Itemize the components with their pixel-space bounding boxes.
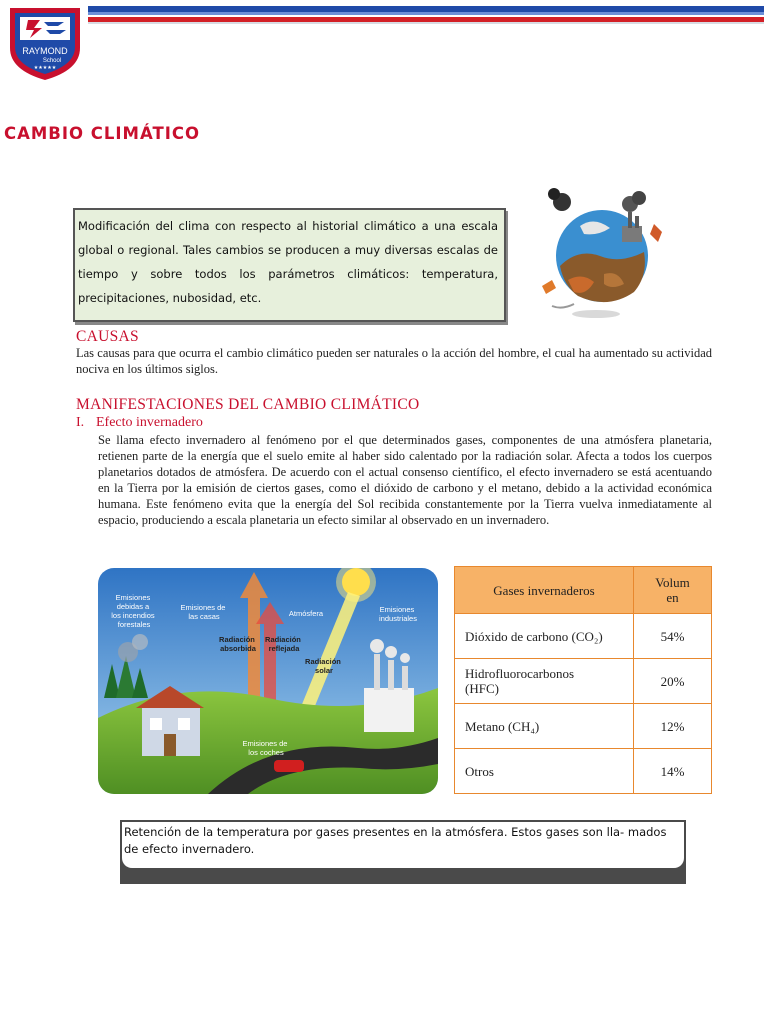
gas-name: Hidrofluorocarbonos (HFC) — [455, 659, 634, 704]
subsection-number: I. — [76, 415, 85, 430]
table-row — [455, 704, 712, 749]
school-sub: School — [42, 58, 62, 64]
label-incendios: Emisiones debidas a los incendios forestales — [111, 593, 155, 629]
header-band-lightblue — [88, 12, 764, 15]
greenhouse-gases-table — [454, 566, 712, 794]
school-logo — [6, 4, 84, 82]
gas-name: Dióxido de carbono (CO₂) — [455, 614, 634, 659]
table-row — [455, 614, 712, 659]
gas-volume: 12% — [634, 704, 712, 749]
causas-heading: CAUSAS — [76, 328, 139, 345]
label-reflejada: Radiación reflejada — [265, 635, 301, 653]
header-band-gray — [88, 22, 764, 24]
label-absorbida: Radiación absorbida — [219, 635, 256, 653]
definition-text: Modificación del clima con respecto al historial climático a una escala global o regional. Tales cambios se producen a muy diversas escalas de tiempo y sobre todos los parámetros climáticos: temperatura, precipitaciones, nubosidad, etc. — [78, 219, 498, 305]
page-title: CAMBIO CLIMÁTICO — [4, 124, 200, 143]
definition-box-2 — [120, 820, 686, 884]
school-name: RAYMOND — [22, 46, 68, 56]
gas-name: Otros — [455, 749, 634, 794]
gas-volume: 20% — [634, 659, 712, 704]
greenhouse-effect-diagram — [98, 568, 438, 794]
table-row — [455, 749, 712, 794]
gas-volume: 54% — [634, 614, 712, 659]
svg-text:★★★★★: ★★★★★ — [33, 65, 57, 71]
table-row — [455, 659, 712, 704]
gas-name: Metano (CH₄) — [455, 704, 634, 749]
label-atmosfera: Atmósfera — [288, 609, 324, 618]
label-coches: Emisiones de los coches — [242, 739, 288, 757]
climate-globe-illustration — [538, 186, 668, 322]
manifestaciones-heading: MANIFESTACIONES DEL CAMBIO CLIMÁTICO — [76, 396, 420, 413]
causas-paragraph: Las causas para que ocurra el cambio climático pueden ser naturales o la acción del hombre, el cual ha aumentado su actividad nociva en los últimos siglos. — [76, 346, 712, 376]
label-solar: Radiación solar — [305, 657, 341, 675]
table-header-row — [455, 567, 712, 614]
subsection-heading: Efecto invernadero — [96, 415, 203, 430]
table-header-gas: Gases invernaderos — [455, 567, 634, 614]
definition-box — [73, 208, 506, 322]
gas-volume: 14% — [634, 749, 712, 794]
definition-2-text: Retención de la temperatura por gases presentes en la atmósfera. Estos gases son lla- mados de efecto invernadero. — [124, 825, 667, 856]
label-casas: Emisiones de las casas — [180, 603, 226, 621]
efecto-invernadero-paragraph: Se llama efecto invernadero al fenómeno por el que determinados gases, componentes de una atmósfera planetaria, retienen parte de la energía que el suelo emite al haber sido calentado por la radiación solar. Afecta a todos los cuerpos planetarios dotados de atmósfera. De acuerdo con el actual consenso científico, el efecto invernadero se está acentuando en la Tierra por la emisión de ciertos gases, como el dióxido de carbono y el metano, debido a la actividad económica humana. Este fenómeno evita que la energía del Sol recibida constantemente por la Tierra vuelva inmediatamente al espacio, produciendo a escala planetaria un efecto similar al observado en un invernadero. — [98, 433, 712, 527]
label-industriales: Emisiones industriales — [379, 605, 417, 623]
table-header-volume: Volum en — [634, 567, 712, 614]
